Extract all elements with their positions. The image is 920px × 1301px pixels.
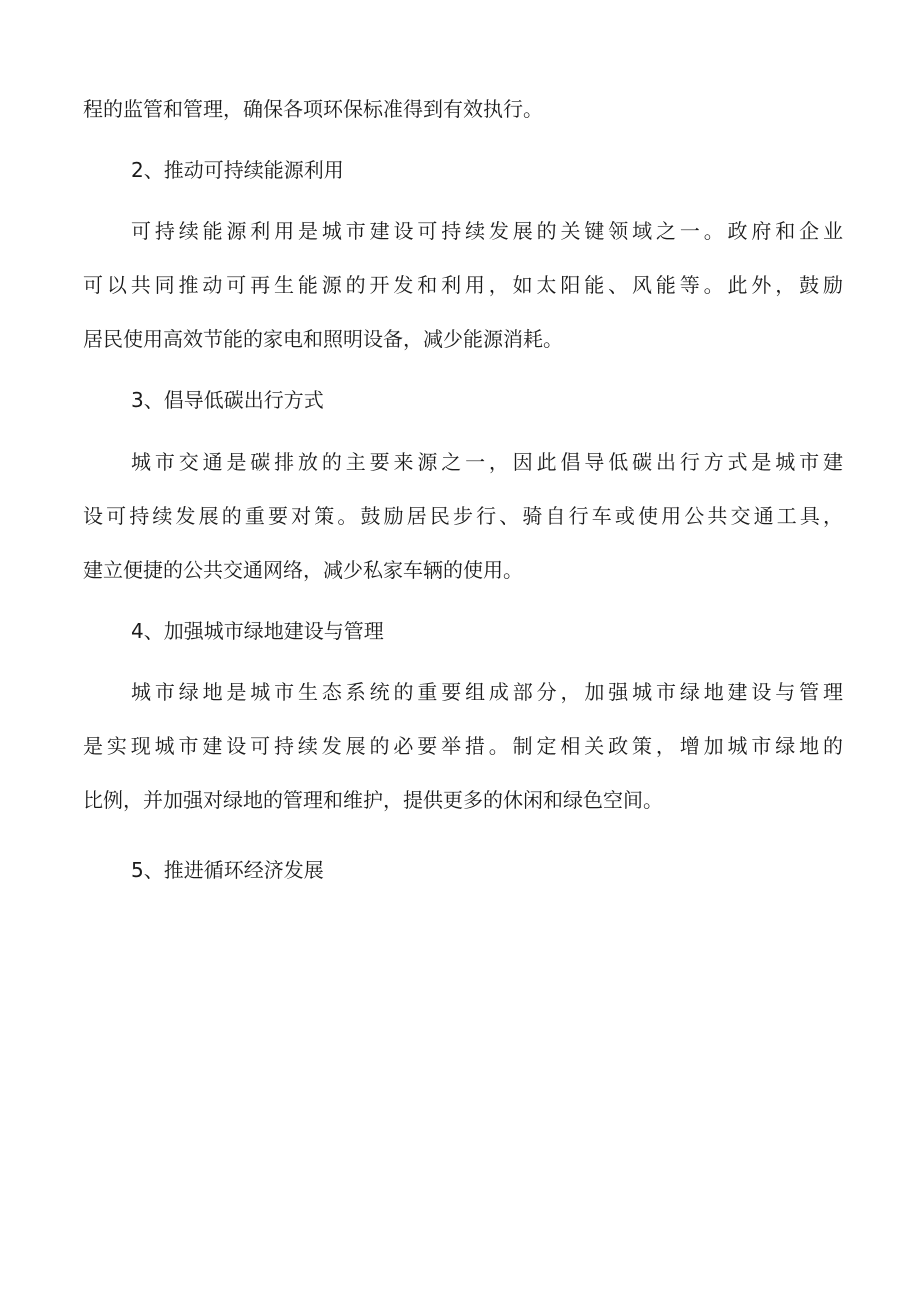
paragraph-line: 可以共同推动可再生能源的开发和利用，如太阳能、风能等。此外，鼓励 [83,273,843,297]
paragraph-line: 设可持续发展的重要对策。鼓励居民步行、骑自行车或使用公共交通工具， [83,504,843,528]
section-heading-4: 4、加强城市绿地建设与管理 [131,619,384,643]
paragraph-line: 居民使用高效节能的家电和照明设备，减少能源消耗。 [83,327,563,351]
paragraph-line: 可持续能源利用是城市建设可持续发展的关键领域之一。政府和企业 [131,219,843,243]
paragraph-line: 是实现城市建设可持续发展的必要举措。制定相关政策，增加城市绿地的 [83,734,843,758]
paragraph-line: 建立便捷的公共交通网络，减少私家车辆的使用。 [83,558,523,582]
section-heading-3: 3、倡导低碳出行方式 [131,388,324,412]
section-heading-5: 5、推进循环经济发展 [131,858,324,882]
paragraph-line: 程的监管和管理，确保各项环保标准得到有效执行。 [83,97,543,121]
section-heading-2: 2、推动可持续能源利用 [131,158,344,182]
paragraph-line: 比例，并加强对绿地的管理和维护，提供更多的休闲和绿色空间。 [83,788,663,812]
paragraph-line: 城市绿地是城市生态系统的重要组成部分，加强城市绿地建设与管理 [131,680,843,704]
paragraph-line: 城市交通是碳排放的主要来源之一，因此倡导低碳出行方式是城市建 [131,450,843,474]
